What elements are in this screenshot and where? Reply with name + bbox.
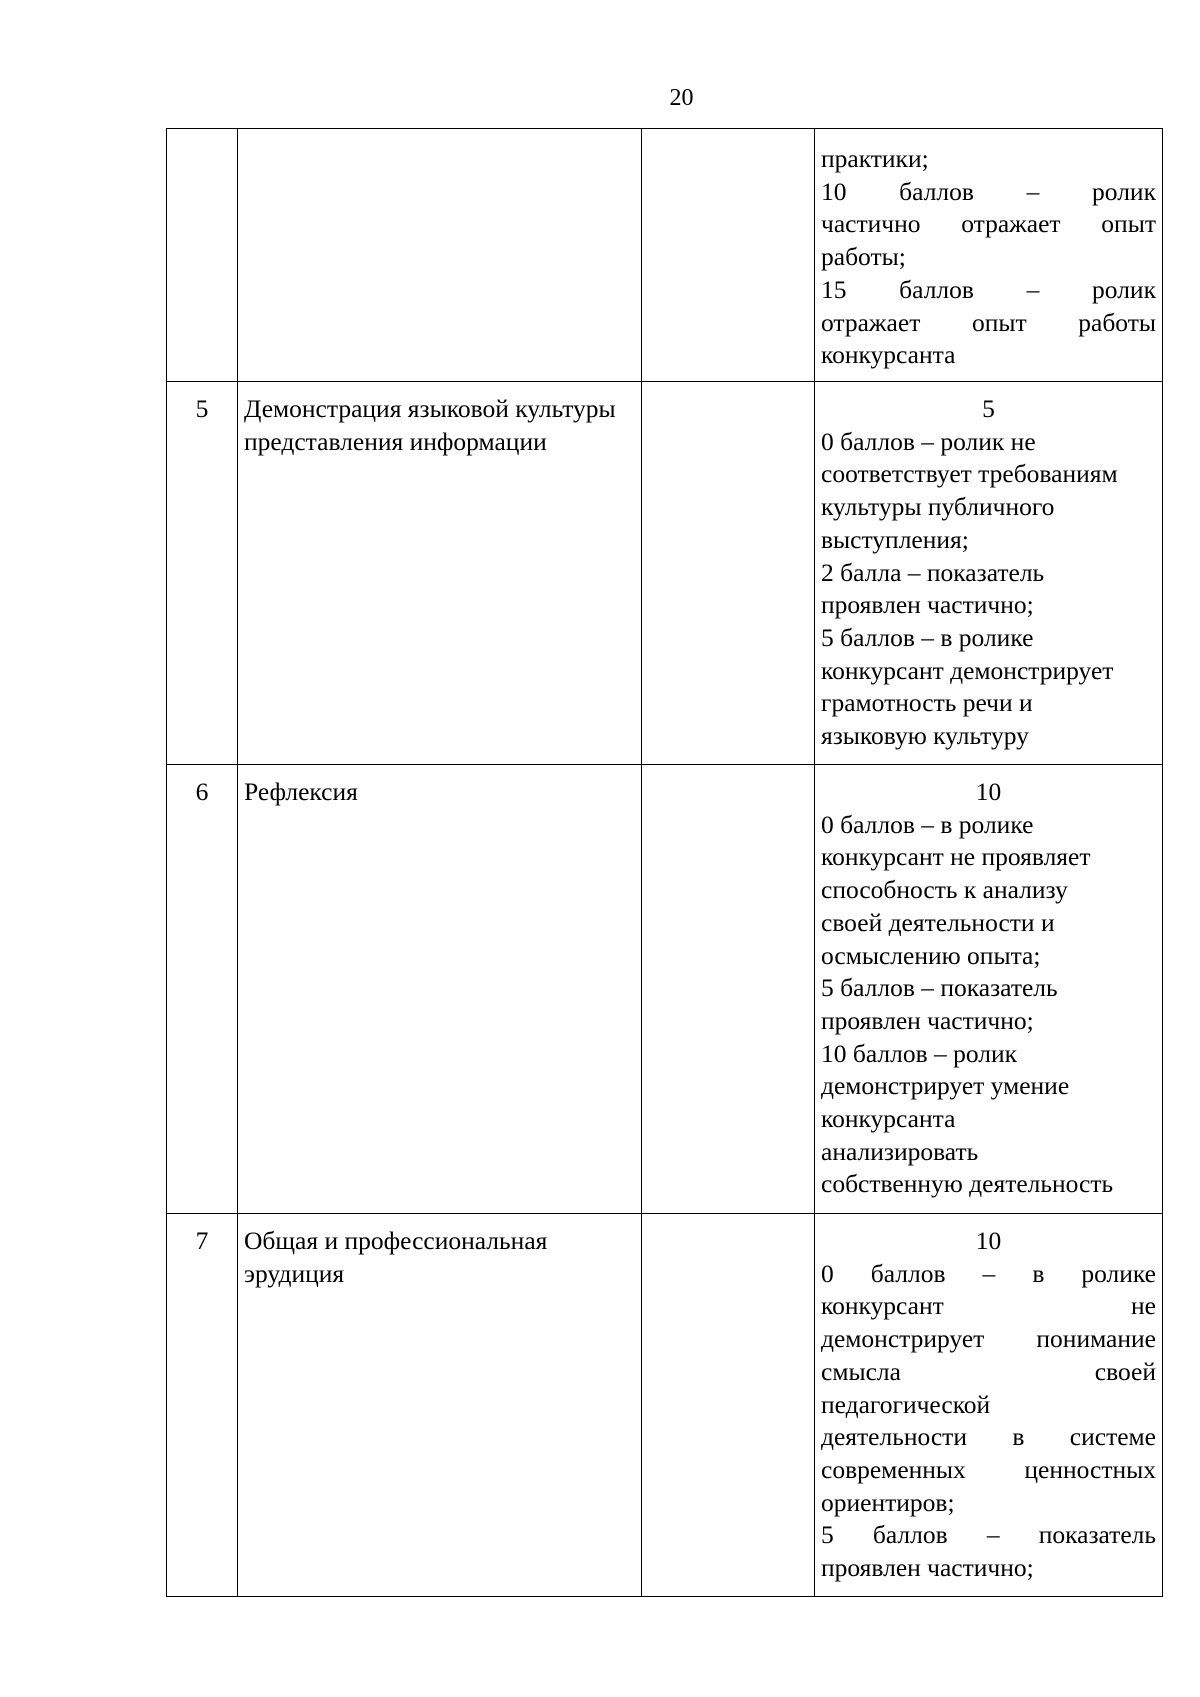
- description-line: 2 балла – показатель: [821, 557, 1045, 587]
- description-line: [821, 1421, 1156, 1454]
- criterion-description: [815, 129, 1163, 382]
- row-number: 6: [167, 765, 238, 1214]
- page-number: 20: [669, 85, 694, 111]
- description-line: проявлен частично;: [821, 590, 1034, 620]
- description-line: [821, 1454, 1156, 1487]
- description-line: ориентиров;: [821, 1487, 955, 1517]
- description-line: грамотность речи и: [821, 688, 1033, 718]
- description-line: 0 баллов – в ролике: [821, 809, 1034, 839]
- max-score: 10: [975, 777, 1002, 806]
- description-word: в: [1032, 1258, 1045, 1288]
- criterion-name: Общая и профессиональная эрудиция: [238, 1214, 642, 1597]
- description-lines: [821, 426, 1156, 753]
- description-line: конкурсанта: [821, 1104, 956, 1134]
- description-line: демонстрирует умение: [821, 1071, 1070, 1101]
- description-line: [821, 1323, 1156, 1356]
- description-line: соответствует требованиям: [821, 459, 1118, 489]
- description-word: ролике: [1081, 1258, 1156, 1288]
- description-line: своей деятельности и: [821, 907, 1055, 937]
- description-line: [821, 176, 1156, 209]
- max-score: 5: [982, 394, 995, 423]
- description-word: частично: [821, 209, 921, 239]
- description-line: педагогической: [821, 1389, 991, 1419]
- criterion-description: [815, 382, 1163, 765]
- description-line: 5 баллов – показатель: [821, 973, 1058, 1003]
- description-word: –: [982, 1258, 996, 1288]
- empty-cell: [642, 765, 815, 1214]
- description-word: ролик: [1092, 176, 1156, 206]
- criterion-description: [815, 765, 1163, 1214]
- description-word: опыт: [971, 307, 1027, 337]
- description-line: 10 баллов – ролик: [821, 1038, 1018, 1068]
- table-row: [167, 382, 1163, 765]
- description-word: баллов: [872, 1520, 948, 1550]
- description-word: баллов: [899, 176, 974, 206]
- description-line: [821, 208, 1156, 241]
- description-line: практики;: [821, 144, 929, 173]
- empty-cell: [642, 1214, 815, 1597]
- description-line: проявлен частично;: [821, 1005, 1034, 1035]
- table-row: [167, 765, 1163, 1214]
- description-word: 5: [821, 1520, 834, 1550]
- description-lines: [821, 809, 1156, 1201]
- description-word: в: [1012, 1422, 1025, 1452]
- description-word: конкурсант: [821, 1291, 944, 1321]
- description-line: анализировать: [821, 1136, 979, 1166]
- description-word: 15: [821, 274, 847, 304]
- description-line: [821, 1290, 1156, 1323]
- description-line: [821, 1356, 1156, 1389]
- max-score: 10: [975, 1226, 1002, 1255]
- description-word: баллов: [870, 1258, 946, 1288]
- empty-cell: [642, 382, 815, 765]
- description-line: языковую культуру: [821, 721, 1029, 751]
- description-word: –: [986, 1520, 1000, 1550]
- description-word: опыт: [1101, 209, 1156, 239]
- row-number: [167, 129, 238, 382]
- row-number: 5: [167, 382, 238, 765]
- description-line: проявлен частично;: [821, 1553, 1034, 1583]
- description-line: работы;: [821, 242, 906, 272]
- criterion-description: [815, 1214, 1163, 1597]
- criteria-table: [166, 128, 1163, 1597]
- empty-cell: [642, 129, 815, 382]
- description-word: баллов: [899, 274, 974, 304]
- description-word: отражает: [961, 209, 1061, 239]
- description-word: смысла: [821, 1356, 901, 1386]
- description-line: культуры публичного: [821, 492, 1055, 522]
- description-line: [821, 307, 1156, 340]
- description-word: 0: [821, 1258, 834, 1288]
- description-line: конкурсанта: [821, 340, 956, 370]
- description-word: демонстрирует: [821, 1324, 985, 1354]
- description-line: 5 баллов – в ролике: [821, 622, 1034, 652]
- description-word: ролик: [1092, 274, 1156, 304]
- description-word: современных: [821, 1454, 966, 1484]
- description-line: собственную деятельность: [821, 1169, 1114, 1199]
- description-word: деятельности: [821, 1422, 967, 1452]
- description-word: –: [1026, 176, 1040, 206]
- description-word: своей: [1094, 1356, 1156, 1386]
- criterion-name: Рефлексия: [238, 765, 642, 1214]
- description-word: показатель: [1038, 1520, 1156, 1550]
- description-line: осмыслению опыта;: [821, 940, 1041, 970]
- criterion-name: [238, 129, 642, 382]
- description-line: способность к анализу: [821, 875, 1068, 905]
- description-word: ценностных: [1024, 1454, 1156, 1484]
- description-line: 0 баллов – ролик не: [821, 426, 1036, 456]
- description-word: 10: [821, 176, 847, 206]
- description-word: системе: [1069, 1422, 1156, 1452]
- description-word: отражает: [821, 307, 921, 337]
- description-line: конкурсант не проявляет: [821, 842, 1091, 872]
- table-row: [167, 129, 1163, 382]
- description-line: [821, 1519, 1156, 1552]
- description-line: [821, 274, 1156, 307]
- description-word: не: [1131, 1291, 1156, 1321]
- description-word: понимание: [1036, 1324, 1156, 1354]
- description-line: выступления;: [821, 524, 969, 554]
- description-word: работы: [1078, 307, 1156, 337]
- description-line: [821, 1258, 1156, 1291]
- description-lines: [821, 1258, 1156, 1585]
- description-lines: [821, 143, 1156, 372]
- table-row: [167, 1214, 1163, 1597]
- description-word: –: [1026, 274, 1040, 304]
- criterion-name: Демонстрация языковой культуры представления информации: [238, 382, 642, 765]
- description-line: конкурсант демонстрирует: [821, 655, 1114, 685]
- row-number: 7: [167, 1214, 238, 1597]
